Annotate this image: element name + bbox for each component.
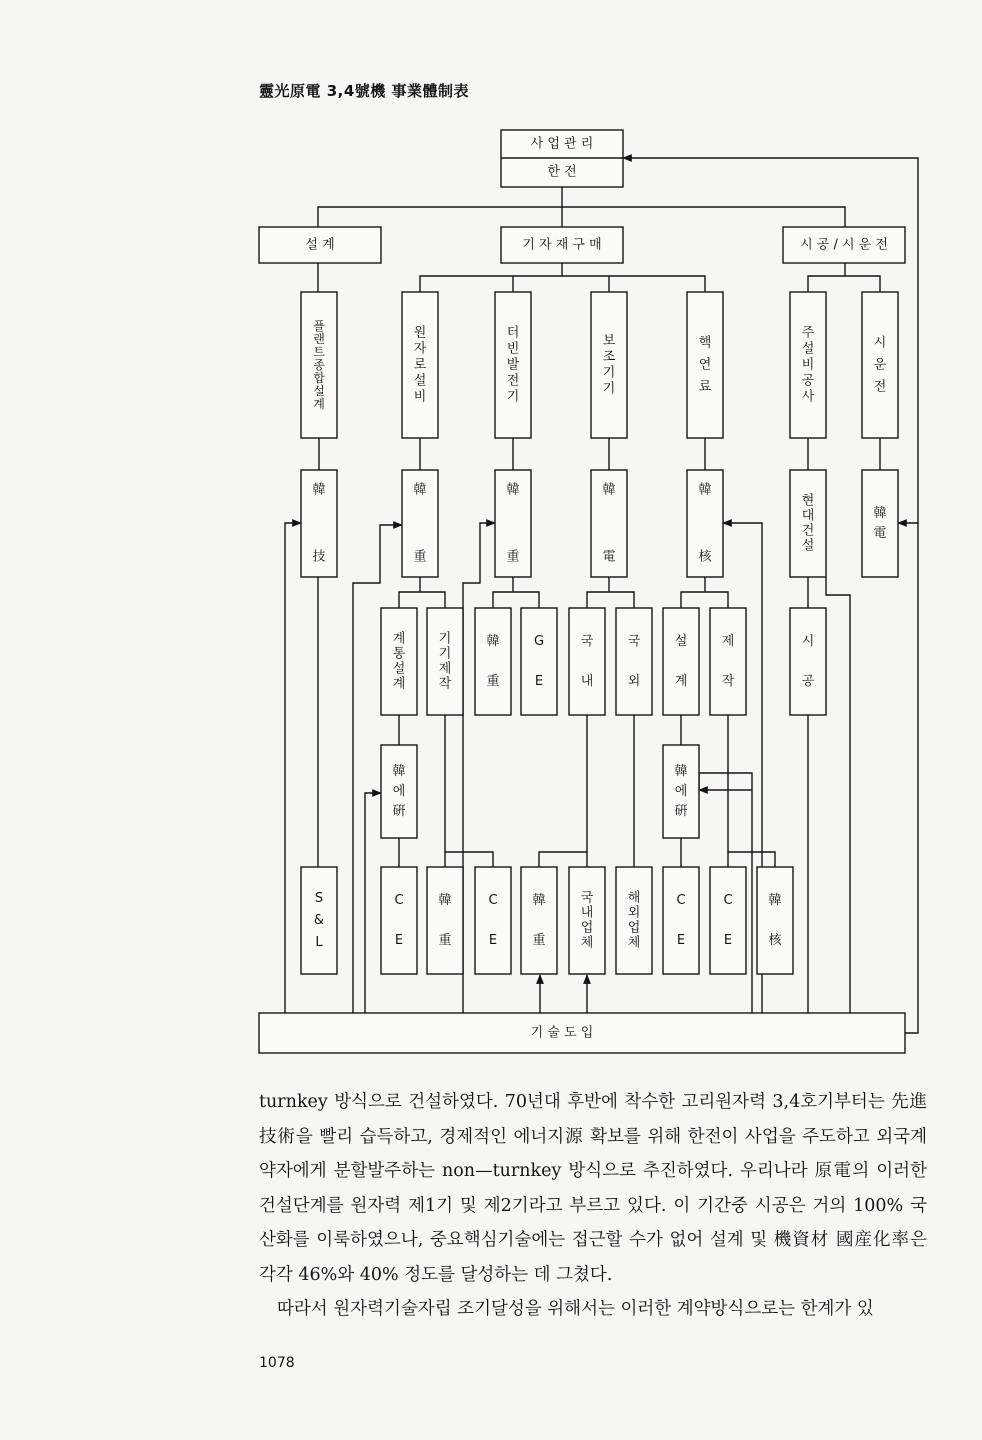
work-plant-design-char: 계 xyxy=(313,397,325,411)
work-nuclear-system-char: 자 xyxy=(413,341,427,357)
partner-sl-char: L xyxy=(315,935,323,950)
partner-hanjung-2 xyxy=(521,867,557,974)
work-nuclear-system-char: 로 xyxy=(413,357,427,373)
sub-hanjung-char: 重 xyxy=(486,674,500,689)
sub-equipment-making-char: 작 xyxy=(438,676,452,692)
work-fuel-char: 료 xyxy=(698,379,712,395)
page-number: 1078 xyxy=(259,1355,295,1371)
body-text xyxy=(259,1085,927,1327)
connector-line xyxy=(539,715,587,867)
partner-domestic-firms-char: 업 xyxy=(580,920,594,936)
sub-domestic-char: 내 xyxy=(580,674,594,689)
sub-domestic xyxy=(569,608,605,715)
sub-foreign-char: 외 xyxy=(627,674,641,689)
division-construction-label: 시 공 / 시 운 전 xyxy=(800,237,888,253)
partner-ce-2 xyxy=(475,867,511,974)
partner-hanjung-2-char: 重 xyxy=(532,933,546,948)
partner-foreign-firms-char: 외 xyxy=(627,905,641,921)
top-management-label: 사 업 관 리 xyxy=(530,136,594,152)
work-main-construction-char: 사 xyxy=(801,389,815,405)
sub-fuel-design-char: 설 xyxy=(674,634,688,649)
contractor-hyundai-char: 현 xyxy=(801,493,815,509)
partner-ce-4-char: C xyxy=(723,893,733,908)
partner-hannuc-char: 核 xyxy=(768,933,782,948)
contractor-hanjung-tg-char: 重 xyxy=(506,549,520,565)
work-nuclear-system-char: 설 xyxy=(413,373,427,389)
kaeri-left-char: 硏 xyxy=(392,804,406,819)
work-nuclear-system-char: 원 xyxy=(413,325,427,341)
work-plant-design-char: 종 xyxy=(313,358,325,372)
sub-hanjung-char: 韓 xyxy=(486,634,500,649)
kaeri-left-char: 韓 xyxy=(392,764,406,779)
connector-line xyxy=(318,207,845,227)
work-turbine-generator-char: 기 xyxy=(506,389,520,405)
partner-sl-char: & xyxy=(313,913,325,928)
sub-domestic-char: 국 xyxy=(580,634,594,649)
paragraph: 따라서 원자력기술자립 조기달성을 위해서는 이러한 계약방식으로는 한계가 있 xyxy=(277,1299,874,1319)
work-plant-design-char: 플 xyxy=(313,319,325,333)
partner-ce-1-char: E xyxy=(394,933,404,948)
partner-ce-4-char: E xyxy=(723,933,733,948)
division-procurement-label: 기 자 재 구 매 xyxy=(522,237,602,253)
tech-transfer-label: 기 술 도 입 xyxy=(530,1025,594,1041)
work-nuclear-system-char: 비 xyxy=(413,389,427,405)
work-plant-design-char: 합 xyxy=(313,371,325,385)
work-plant-design-char: 설 xyxy=(313,384,325,398)
partner-sl-char: S xyxy=(314,891,324,906)
sub-system-design-char: 계 xyxy=(392,631,406,647)
partner-domestic-firms-char: 국 xyxy=(580,890,594,906)
sub-fuel-design xyxy=(663,608,699,715)
partner-ce-1-char: C xyxy=(394,893,404,908)
contractor-kepco-comm xyxy=(862,470,898,577)
sub-hanjung xyxy=(475,608,511,715)
work-turbine-generator-char: 발 xyxy=(506,357,520,373)
partner-ce-1 xyxy=(381,867,417,974)
partner-foreign-firms-char: 업 xyxy=(627,920,641,936)
partner-ce-3 xyxy=(663,867,699,974)
partner-hanjung-1-char: 重 xyxy=(438,933,452,948)
partner-hannuc-char: 韓 xyxy=(768,893,782,908)
contractor-hannuc-char: 核 xyxy=(698,549,712,565)
page-title: 靈光原電 3,4號機 事業體制表 xyxy=(259,82,470,100)
sub-ge-char: G xyxy=(533,634,545,649)
sub-system-design-char: 통 xyxy=(392,646,406,662)
work-main-construction-char: 공 xyxy=(801,373,815,389)
contractor-hanjung-nss-char: 韓 xyxy=(413,482,427,498)
sub-equipment-making-char: 기 xyxy=(438,646,452,662)
partner-ce-4 xyxy=(710,867,746,974)
contractor-hyundai-char: 대 xyxy=(801,508,815,524)
kaeri-left-char: 에 xyxy=(392,784,406,799)
connector-line xyxy=(587,592,634,608)
kaeri-right-char: 에 xyxy=(674,784,688,799)
work-auxiliary-char: 기 xyxy=(602,365,616,381)
sub-foreign xyxy=(616,608,652,715)
sub-fuel-design-char: 계 xyxy=(674,674,688,689)
work-commissioning-char: 운 xyxy=(873,357,887,373)
feedback-arrow xyxy=(365,793,381,1013)
partner-domestic-firms-char: 체 xyxy=(580,935,594,951)
work-turbine-generator-char: 터 xyxy=(506,325,520,341)
sub-system-design-char: 계 xyxy=(392,676,406,692)
sub-equipment-making-char: 제 xyxy=(438,661,452,677)
work-main-construction-char: 비 xyxy=(801,357,815,373)
sub-construction-char: 공 xyxy=(801,674,815,689)
contractor-kepco-comm-char: 韓 xyxy=(873,506,887,521)
connector-line xyxy=(420,276,705,292)
connector-line xyxy=(826,577,850,1013)
sub-fuel-making-char: 제 xyxy=(721,634,735,649)
partner-foreign-firms-char: 체 xyxy=(627,935,641,951)
connector-line xyxy=(399,592,445,608)
sub-construction xyxy=(790,608,826,715)
contractor-hyundai-char: 설 xyxy=(801,538,815,554)
contractor-kepco-aux-char: 韓 xyxy=(602,482,616,498)
partner-ce-3-char: E xyxy=(676,933,686,948)
work-auxiliary-char: 기 xyxy=(602,381,616,397)
connector-line xyxy=(681,592,728,608)
contractor-kepco-comm-char: 電 xyxy=(873,526,887,541)
work-fuel-char: 연 xyxy=(698,357,712,373)
partner-hanjung-1 xyxy=(427,867,463,974)
contractor-kepco-aux-char: 電 xyxy=(602,549,616,565)
work-commissioning-char: 전 xyxy=(873,379,887,395)
connector-line xyxy=(445,715,493,867)
sub-ge xyxy=(521,608,557,715)
work-plant-design-char: 트 xyxy=(313,345,325,359)
work-main-construction-char: 주 xyxy=(801,325,815,341)
partner-hanjung-1-char: 韓 xyxy=(438,893,452,908)
sub-fuel-making-char: 작 xyxy=(721,674,735,689)
work-turbine-generator-char: 빈 xyxy=(506,341,520,357)
contractor-hangi-char: 技 xyxy=(312,549,326,565)
partner-hanjung-2-char: 韓 xyxy=(532,893,546,908)
work-fuel-char: 핵 xyxy=(698,335,712,351)
contractor-hannuc-char: 韓 xyxy=(698,482,712,498)
connector-line xyxy=(808,276,880,292)
partner-ce-2-char: C xyxy=(488,893,498,908)
sub-system-design-char: 설 xyxy=(392,661,406,677)
contractor-hangi-char: 韓 xyxy=(312,482,326,498)
contractor-hanjung-nss-char: 重 xyxy=(413,549,427,565)
sub-ge-char: E xyxy=(534,674,544,689)
work-main-construction-char: 설 xyxy=(801,341,815,357)
top-owner-label: 한 전 xyxy=(547,164,577,180)
partner-ce-2-char: E xyxy=(488,933,498,948)
work-commissioning-char: 시 xyxy=(873,335,887,351)
work-turbine-generator-char: 전 xyxy=(506,373,520,389)
partner-domestic-firms-char: 내 xyxy=(580,905,594,921)
paragraph: turnkey 방식으로 건설하였다. 70년대 후반에 착수한 고리원자력 3,4호기부터는 先進技術을 빨리 습득하고, 경제적인 에너지源 확보를 위해 한전이 사업을 주도하고 외국계약자에게 분할발주하는 non—turnkey 방식으로 추진하였다. 우리나라 原電의 이러한 건설단계를 원자력 제1기 및 제2기라고 부르고 있다. 이 기간중 시공은 거의 100% 국산화를 이룩하였으나, 중요핵심기술에는 접근할 수가 없어 설계 및 機資材 國産化率은 각각 46%와 40% 정도를 달성하는 데 그쳤다. xyxy=(259,1092,927,1285)
sub-construction-char: 시 xyxy=(801,634,815,649)
work-auxiliary-char: 보 xyxy=(602,333,616,349)
kaeri-right-char: 韓 xyxy=(674,764,688,779)
partner-ce-3-char: C xyxy=(676,893,686,908)
sub-fuel-making xyxy=(710,608,746,715)
connector-line xyxy=(493,592,539,608)
contractor-hanjung-tg-char: 韓 xyxy=(506,482,520,498)
partner-foreign-firms-char: 해 xyxy=(627,890,641,906)
contractor-hyundai-char: 건 xyxy=(801,523,815,539)
kaeri-right-char: 硏 xyxy=(674,804,688,819)
sub-foreign-char: 국 xyxy=(627,634,641,649)
sub-equipment-making-char: 기 xyxy=(438,631,452,647)
work-plant-design-char: 랜 xyxy=(313,332,325,346)
feedback-arrow xyxy=(285,523,301,1013)
partner-hannuc xyxy=(757,867,793,974)
work-auxiliary-char: 조 xyxy=(602,349,616,365)
feedback-arrow xyxy=(898,523,918,1033)
division-design-label: 설 계 xyxy=(305,237,335,253)
